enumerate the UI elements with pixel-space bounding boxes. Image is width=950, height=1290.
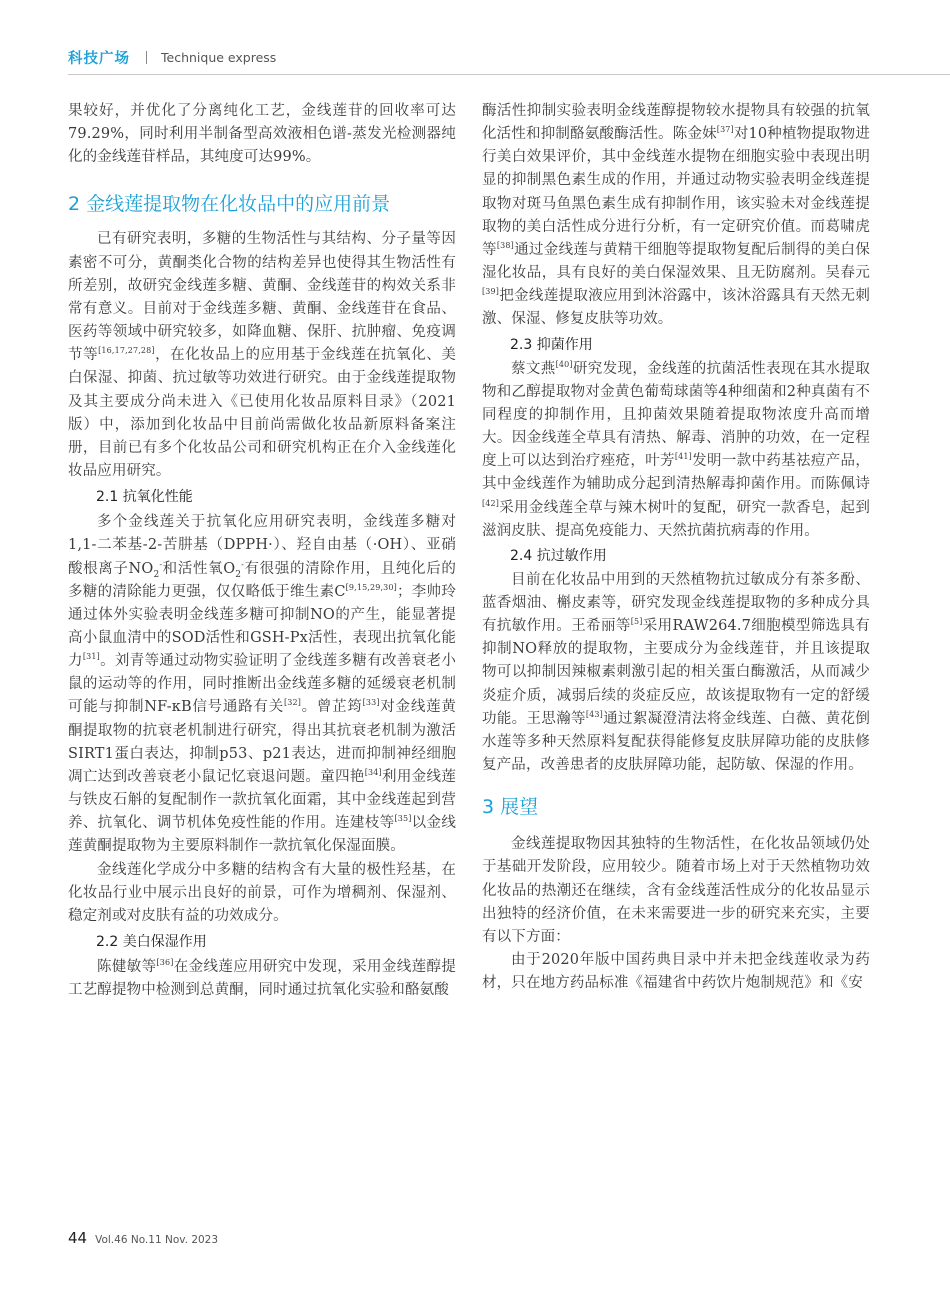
subsection-2-4-paragraph: 目前在化妆品中用到的天然植物抗过敏成分有茶多酚、蓝香烟油、槲皮素等，研究发现金线莲提取物的多种成分具有抗敏作用。王希丽等[5]采用RAW264.7细胞模型筛选具有抑制NO释放的提取物，主要成分为金线莲苷，并且该提取物可以抑制因辣椒素刺激引起的相关蛋白酶激活，从而减少炎症介质，减弱后续的炎症反应，故该提取物有一定的舒缓功能。王思瀚等[43]通过絮凝澄清法将金线莲、白薇、黄花倒水莲等多种天然原料复配获得能修复皮肤屏障功能的皮肤修复产品，改善患者的皮肤屏障功能，起防敏、保湿的作用。 (482, 571, 870, 774)
subsection-2-4-heading: 2.4 抗过敏作用 (510, 547, 607, 564)
text-flowing-to-next-column: 在金线莲应用研究中发现，采用金线莲醇提工艺醇提物中检测到总黄酮，同时通过抗氧化实验和酪氨酸 (68, 959, 456, 999)
subsection-2-2-paragraph-start: 陈健敏等[36]在金线莲应用研究中发现，采用金线莲醇提工艺醇提物中检测到总黄酮，同时通过抗氧化实验和酪氨酸 (68, 958, 456, 999)
citation: [31] (82, 652, 100, 662)
volume-info: Vol.46 No.11 Nov. 2023 (95, 1234, 219, 1246)
citation: [16,17,27,28] (98, 346, 155, 356)
section-3-paragraph-2: 由于2020年版中国药典目录中并未把金线莲收录为药材，只在地方药品标准《福建省中药饮片炮制规范》和《安 (482, 952, 870, 992)
subsection-2-3-heading: 2.3 抑菌作用 (510, 336, 593, 353)
running-header (68, 46, 276, 68)
citation: [32] (283, 698, 301, 708)
subsection-2-2-paragraph-cont: 酶活性抑制实验表明金线莲醇提物较水提物具有较强的抗氧化活性和抑制酪氨酸酶活性。陈金妹[37]对10种植物提取物进行美白效果评价，其中金线莲水提物在细胞实验中表现出明显的抑制黑色素生成的作用，并通过动物实验表明金线莲提取物对斑马鱼黑色素生成有抑制作用，该实验未对金线莲提取物的美白活性成分进行分析，有一定研究价值。而葛啸虎等[38]通过金线莲与黄精干细胞等提取物复配后制得的美白保湿化妆品，具有良好的美白保湿效果、且无防腐剂。吴春元[39]把金线莲提取液应用到沐浴露中，该沐浴露具有天然无刺激、保湿、修复皮肤等功效。 (482, 103, 870, 328)
citation: [40] (555, 359, 573, 369)
section-3-heading: 3 展望 (482, 796, 539, 819)
header-separator (146, 51, 147, 64)
right-column (482, 100, 870, 995)
intro-paragraph: 果较好，并优化了分离纯化工艺，金线莲苷的回收率可达79.29%，同时利用半制备型高效液相色谱-蒸发光检测器纯化的金线莲苷样品，其纯度可达99%。 (68, 103, 456, 166)
citation: [35] (394, 814, 412, 824)
page-footer (68, 1229, 218, 1247)
left-column (68, 100, 456, 1002)
subsection-2-1-paragraph-2: 金线莲化学成分中多糖的结构含有大量的极性羟基，在化妆品行业中展示出良好的前景，可作为增稠剂、保湿剂、稳定剂或对皮肤有益的功效成分。 (68, 861, 456, 924)
citation: [9,15,29,30] (345, 582, 397, 592)
section-name: 科技广场 (68, 50, 130, 67)
section-english: Technique express (161, 49, 277, 65)
subsection-2-3-paragraph: 蔡文燕[40]研究发现，金线莲的抗菌活性表现在其水提取物和乙醇提取物对金黄色葡萄球菌等4种细菌和2种真菌有不同程度的抑制作用，且抑菌效果随着提取物浓度升高而增大。因金线莲全草具有清热、解毒、消肿的功效，在一定程度上可以达到治疗痤疮，叶芳[41]发明一款中药基祛痘产品，其中金线莲作为辅助成分起到清热解毒抑菌作用。而陈佩诗[42]采用金线莲全草与辣木树叶的复配，研究一款香皂，起到滋润皮肤、提高免疫能力、天然抗菌抗病毒的作用。 (482, 359, 871, 539)
page-number: 44 (68, 1229, 88, 1247)
citation: [37] (716, 125, 734, 135)
citation: [43] (585, 709, 603, 719)
subsection-2-1-paragraph: 多个金线莲关于抗氧化应用研究表明，金线莲多糖对1,1-二苯基-2-苦肼基（DPPH·）、羟自由基（·OH）、亚硝酸根离子$NO_2^-$和活性氧$O_2^-$有很强的清除作用，且纯化后的多糖的清除能力更强，仅仅略低于维生素C[9,15,29,30]；李帅玲通过体外实验表明金线莲多糖可抑制NO的产生，能显著提高小鼠血清中的SOD活性和GSH-Px活性，表现出抗氧化能力[31]。刘青等通过动物实验证明了金线莲多糖有改善衰老小鼠的运动等的作用，同时推断出金线莲多糖的延缓衰老机制可能与抑制NF-κB信号通路有关[32]。曾芷筠[33]对金线莲黄酮提取物的抗衰老机制进行研究，得出其抗衰老机制为激活SIRT1蛋白表达，抑制p53、p21表达，进而抑制神经细胞凋亡达到改善衰老小鼠记忆衰退问题。童四艳[34]利用金线莲与铁皮石斛的复配制作一款抗氧化面霜，其中金线莲起到营养、抗氧化、调节机体免疫性能的作用。连建枝等[35]以金线莲黄酮提取物为主要原料制作一款抗氧化保湿面膜。 (68, 514, 457, 855)
citation: [36] (156, 958, 174, 968)
citation: [41] (674, 452, 692, 462)
subsection-2-1-heading: 2.1 抗氧化性能 (96, 489, 193, 506)
section-3-paragraph-1: 金线莲提取物因其独特的生物活性，在化妆品领域仍处于基础开发阶段，应用较少。随着市场上对于天然植物功效化妆品的热潮还在继续，含有金线莲活性成分的化妆品显示出独特的经济价值，在未来需要进一步的研究来充实，主要有以下方面： (482, 836, 870, 945)
section-2-paragraph: 已有研究表明，多糖的生物活性与其结构、分子量等因素密不可分，黄酮类化合物的结构差异也使得其生物活性有所差别，故研究金线莲多糖、黄酮、金线莲苷的构效关系非常有意义。目前对于金线莲多糖、黄酮、金线莲苷在食品、医药等领域中研究较多，如降血糖、保肝、抗肿瘤、免疫调节等[16,17,27,28]，在化妆品上的应用基于金线莲在抗氧化、美白保湿、抑菌、抗过敏等功效进行研究。由于金线莲提取物及其主要成分尚未进入《已使用化妆品原料目录》（2021版）中，添加到化妆品中目前尚需做化妆品新原料备案注册，目前已有多个化妆品公司和研究机构正在介入金线莲化妆品应用研究。 (68, 231, 456, 480)
citation: [34] (364, 768, 382, 778)
header-rule (68, 74, 950, 75)
section-2-heading: 2 金线莲提取物在化妆品中的应用前景 (68, 193, 391, 216)
citation: [39] (482, 287, 500, 297)
citation: [33] (362, 698, 380, 708)
subsection-2-2-heading: 2.2 美白保湿作用 (96, 934, 207, 950)
citation: [5] (630, 617, 643, 627)
citation: [42] (482, 498, 500, 508)
citation: [38] (496, 241, 514, 251)
